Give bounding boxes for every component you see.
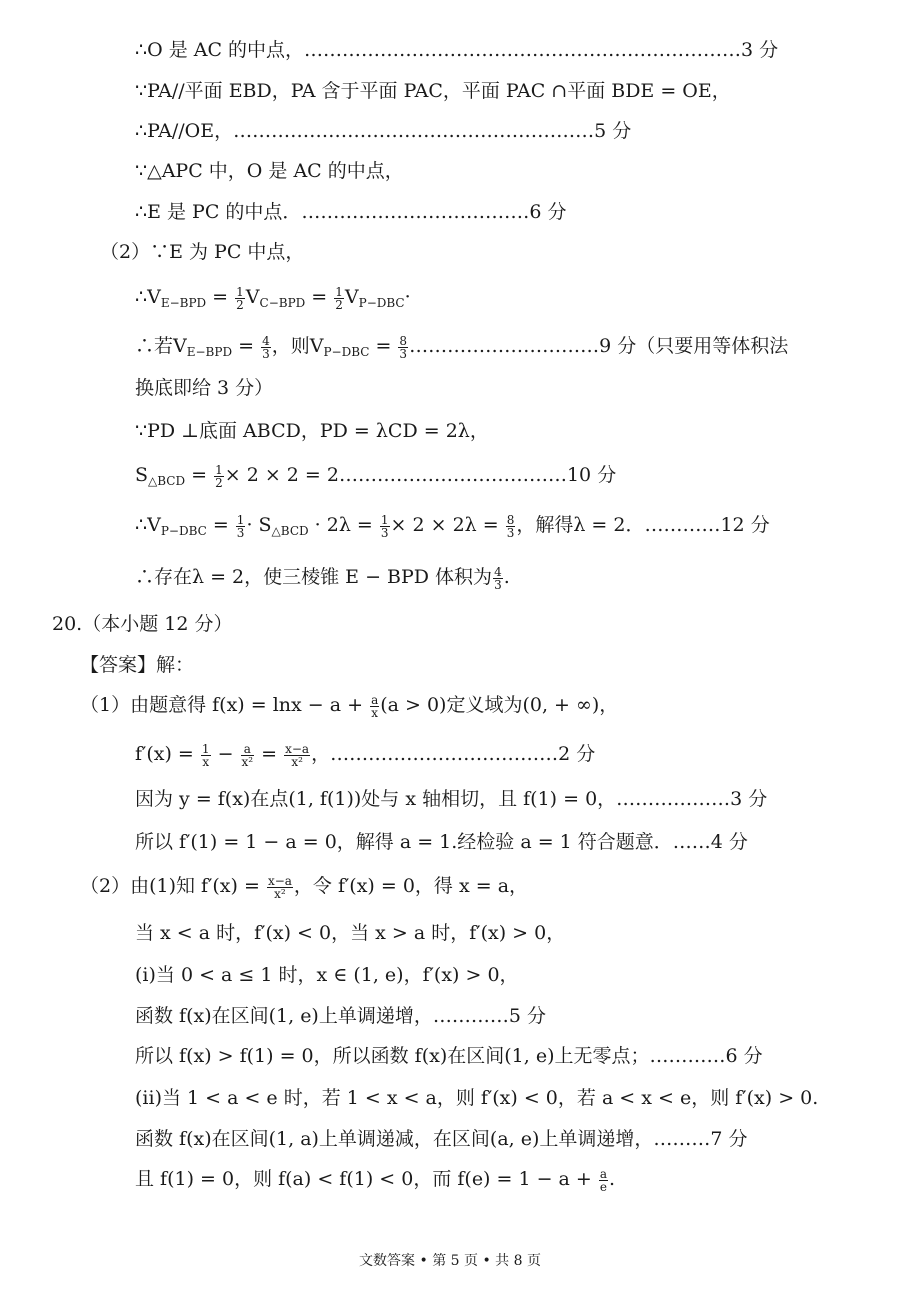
volume-condition: ∴若$V_{E-BPD}$ = $\frac{4}{3}$ ，则$V_{P-DBC}$ = $\frac{8}{3}$ …………………………9 分（只要用等体积法 <box>135 333 789 361</box>
case-i-conclusion: 所以 f(x) > f(1) = 0，所以函数 f(x)在区间(1, e)上无零点；…………6 分 <box>135 1045 763 1067</box>
case-i: (i)当 0 < a ≤ 1 时，x ∈ (1, e)，f′(x) > 0， <box>135 964 519 986</box>
page-footer: 文数答案 • 第 5 页 • 共 8 页 <box>359 1253 541 1269</box>
problem-20-heading: 20.（本小题 12 分） <box>52 613 233 635</box>
derivative-equation: f′(x) = $\frac{1}{x}$ − $\frac{a}{\text{x²}}$ = $\frac{x-a}{\text{x²}}$ ，………………………………2 分 <box>135 741 596 769</box>
area-equation: $S_{\triangle BCD}$ = $\frac{1}{2}$ × 2 × 2 = 2………………………………10 分 <box>135 462 617 490</box>
case-ii-values: 且 f(1) = 0，则 f(a) < f(1) < 0，而 f(e) = 1 − a + $\frac{a}{e}$ . <box>135 1166 616 1194</box>
volume-equation: $\therefore V_{E-BPD}$ = $\frac{1}{2}$ $V_{C-BPD}$ = $\frac{1}{2}$ $V_{P-DBC}\cdot$ <box>135 284 411 312</box>
lambda-equation: $\therefore V_{P-DBC}$ = $\frac{1}{3}$ · $S_{\triangle BCD} \cdot 2\lambda$ = $\frac{1}{3}$ × 2 × 2λ = $\frac{8}{3}$ ，解得λ = 2．…………12 分 <box>135 512 770 540</box>
proof-line-1: ∴O 是 AC 的中点，……………………………………………………………3 分 <box>135 39 779 61</box>
part2-derivative: （2）由(1)知 f′(x) = $\frac{x-a}{\text{x²}}$ ，令 f′(x) = 0，得 x = a， <box>80 873 529 901</box>
proof-line-2: ∵PA//平面 EBD，PA 含于平面 PAC，平面 PAC ∩平面 BDE = OE， <box>135 80 731 102</box>
part2-heading: （2）∵E 为 PC 中点， <box>100 241 305 263</box>
solve-a: 所以 f′(1) = 1 − a = 0，解得 a = 1.经检验 a = 1 符合题意．……4 分 <box>135 831 748 853</box>
proof-line-4: ∵△APC 中，O 是 AC 的中点， <box>135 160 404 182</box>
case-ii: (ii)当 1 < a < e 时，若 1 < x < a，则 f′(x) < 0，若 a < x < e，则 f′(x) > 0. <box>135 1087 819 1109</box>
grading-note: 换底即给 3 分） <box>135 377 274 399</box>
part1-domain: （1）由题意得 f(x) = lnx − a + $\frac{a}{x}$ (a > 0)定义域为(0, + ∞)， <box>80 692 619 720</box>
conclusion-line: ∴存在λ = 2，使三棱锥 E − BPD 体积为 $\frac{4}{3}$ . <box>135 564 510 592</box>
tangent-condition: 因为 y = f(x)在点(1, f(1))处与 x 轴相切，且 f(1) = 0，………………3 分 <box>135 788 768 810</box>
proof-line-pd: ∵PD ⊥底面 ABCD，PD = λCD = 2λ， <box>135 420 489 442</box>
case-i-monotonic: 函数 f(x)在区间(1, e)上单调递增，…………5 分 <box>135 1005 546 1027</box>
case-ii-monotonic: 函数 f(x)在区间(1, a)上单调递减，在区间(a, e)上单调递增，………7 分 <box>135 1128 748 1150</box>
proof-line-3: ∴PA//OE，…………………………………………………5 分 <box>135 120 632 142</box>
answer-label: 【答案】解： <box>80 654 195 676</box>
sign-analysis: 当 x < a 时，f′(x) < 0，当 x > a 时，f′(x) > 0， <box>135 922 566 944</box>
proof-line-5: ∴E 是 PC 的中点．………………………………6 分 <box>135 201 567 223</box>
